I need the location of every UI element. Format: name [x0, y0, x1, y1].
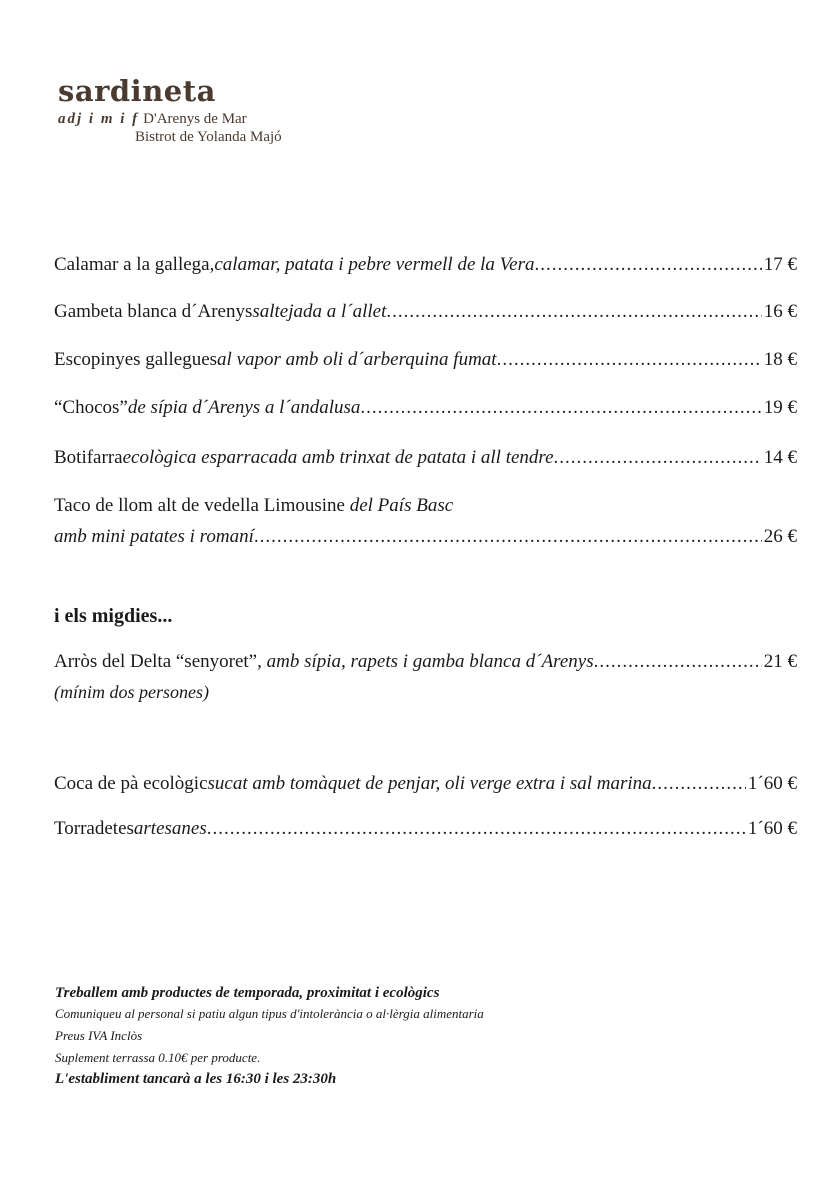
menu-item: [54, 348, 797, 372]
item-price: 16 €: [763, 301, 797, 322]
brand-tag-line1: D'Arenys de Mar: [143, 111, 247, 127]
dot-leader: [534, 253, 761, 277]
item-name: Gambeta blanca d´Arenys: [54, 301, 253, 322]
dot-leader: [652, 772, 746, 796]
footer-terrace: Suplement terrassa 0.10€ per producte.: [55, 1050, 261, 1065]
item-description: al vapor amb oli d´arberquina fumat: [217, 349, 497, 370]
dot-leader: [497, 348, 762, 372]
item-description: saltejada a l´allet: [252, 301, 387, 322]
footer-seasonal: Treballem amb productes de temporada, proximitat i ecològics: [55, 985, 440, 1001]
menu-item: [54, 446, 797, 470]
item-description-continued: amb mini patates i romaní: [54, 526, 254, 547]
menu-item: [54, 396, 797, 420]
footer-allergy: Comuniqueu al personal si patiu algun tipus d'intolerància o al·lèrgia alimentaria: [55, 1006, 484, 1021]
item-price: 26 €: [763, 526, 797, 547]
footer-hours: L'establiment tancarà a les 16:30 i les 23:30h: [55, 1071, 337, 1087]
item-price: 21 €: [763, 651, 797, 672]
item-price: 1´60 €: [747, 773, 797, 794]
item-price: 18 €: [763, 349, 797, 370]
brand-name: sardineta: [58, 74, 216, 108]
dot-leader: [207, 817, 746, 841]
menu-item: [54, 650, 797, 674]
dot-leader: [360, 396, 761, 420]
item-name: Arròs del Delta “senyoret”: [54, 651, 258, 672]
item-price: 19 €: [763, 397, 797, 418]
item-note: (mínim dos persones): [54, 682, 209, 702]
item-name: Botifarra: [54, 447, 123, 468]
item-name: Taco de llom alt de vedella Limousine: [54, 495, 345, 516]
dot-leader: [386, 300, 761, 324]
item-description: de sípia d´Arenys a l´andalusa: [127, 397, 361, 418]
menu-item: [54, 772, 797, 796]
item-price: 17 €: [763, 254, 797, 275]
item-name: Escopinyes gallegues: [54, 349, 218, 370]
menu-item-first-line: [54, 494, 453, 518]
brand-tag-italic: adj i m i f: [58, 111, 140, 127]
menu-item: [54, 525, 797, 549]
item-price: 14 €: [763, 447, 797, 468]
brand-tag-line2: Bistrot de Yolanda Majó: [135, 129, 282, 145]
dot-leader: [254, 525, 762, 549]
footer-notes: [55, 983, 484, 1089]
dot-leader: [594, 650, 762, 674]
section-title: i els migdies...: [54, 605, 173, 627]
dot-leader: [554, 446, 762, 470]
item-name: Calamar a la gallega,: [54, 254, 215, 275]
brand-tagline: [58, 110, 282, 128]
item-price: 1´60 €: [747, 818, 797, 839]
restaurant-logo: [58, 74, 282, 146]
item-description: sucat amb tomàquet de penjar, oli verge extra i sal marina: [207, 773, 652, 794]
item-description: artesanes: [133, 818, 207, 839]
item-description: del País Basc: [344, 495, 454, 516]
item-description: , amb sípia, rapets i gamba blanca d´Arenys: [257, 651, 594, 672]
menu-item: [54, 817, 797, 841]
item-name: Torradetes: [54, 818, 134, 839]
item-name: Coca de pà ecològic: [54, 773, 208, 794]
menu-item: [54, 300, 797, 324]
item-name: “Chocos”: [54, 397, 128, 418]
item-description: calamar, patata i pebre vermell de la Vera: [214, 254, 535, 275]
footer-vat: Preus IVA Inclòs: [55, 1028, 143, 1043]
menu-item: [54, 253, 797, 277]
item-description: ecològica esparracada amb trinxat de patata i all tendre: [122, 447, 554, 468]
